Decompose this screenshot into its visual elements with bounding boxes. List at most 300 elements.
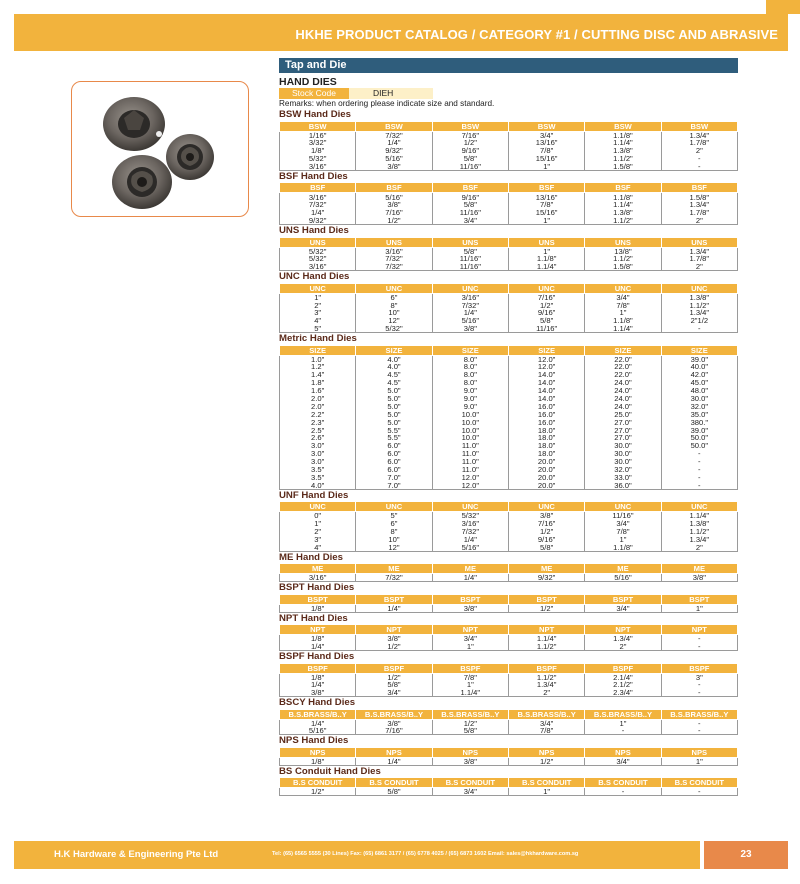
size-cell: 30.0" [585, 442, 661, 450]
size-cell: 4.0" [280, 481, 356, 489]
size-cell: 2.5" [280, 426, 356, 434]
size-cell: 30.0" [661, 395, 737, 403]
column-header: ME [661, 564, 737, 574]
column-header: UNC [585, 283, 661, 293]
column-header: BSF [432, 183, 508, 193]
column-header: B.S.BRASS/B..Y [661, 709, 737, 719]
size-cell: 2" [508, 689, 584, 697]
size-cell: 9/16" [432, 147, 508, 155]
page-number: 23 [704, 841, 788, 869]
size-cell: 24.0" [585, 387, 661, 395]
section-title: BSW Hand Dies [279, 109, 351, 120]
size-cell: 8.0" [432, 371, 508, 379]
header-bar [14, 14, 788, 51]
size-cell: 50.0" [661, 434, 737, 442]
section-title: Metric Hand Dies [279, 333, 357, 345]
size-cell: 1/8" [280, 147, 356, 155]
size-cell: 7/8" [432, 673, 508, 681]
size-cell: 1/4" [280, 719, 356, 727]
column-header: NPS [356, 747, 432, 757]
size-cell: 3/16" [280, 163, 356, 171]
size-cell: 11.0" [432, 458, 508, 466]
size-cell: 1" [585, 309, 661, 317]
size-cell: 3.5" [280, 474, 356, 482]
column-header: BSW [508, 121, 584, 131]
corner-accent [766, 0, 800, 14]
column-header: NPT [280, 625, 356, 635]
remarks-text: Remarks: when ordering please indicate size and standard. [279, 99, 495, 108]
table-row [280, 371, 738, 379]
size-cell: 3/8" [356, 719, 432, 727]
size-cell: 2" [661, 263, 737, 271]
size-cell: - [661, 719, 737, 727]
size-cell: 12.0" [432, 474, 508, 482]
column-header: ME [432, 564, 508, 574]
column-header: NPT [661, 625, 737, 635]
table-row [280, 635, 738, 643]
size-cell: 7/8" [508, 201, 584, 209]
column-header: UNS [280, 237, 356, 247]
size-cell: 5/16" [585, 574, 661, 582]
size-cell: 5.5" [356, 434, 432, 442]
size-cell: 1.1/2" [661, 301, 737, 309]
size-cell: 24.0" [585, 395, 661, 403]
size-cell: 5.5" [356, 426, 432, 434]
size-cell: 3/8" [356, 635, 432, 643]
column-header: BSPF [432, 663, 508, 673]
size-cell: - [661, 689, 737, 697]
footer-bar [14, 841, 700, 869]
size-cell: 1.2" [280, 363, 356, 371]
column-header: B.S.BRASS/B..Y [585, 709, 661, 719]
size-cell: 1.4" [280, 371, 356, 379]
column-header: ME [280, 564, 356, 574]
size-cell: 1.1/2" [585, 217, 661, 225]
size-cell: 11/16" [432, 263, 508, 271]
size-cell: 2.1/2" [585, 681, 661, 689]
table-row [280, 673, 738, 681]
size-table [279, 777, 738, 796]
size-table [279, 563, 738, 582]
size-cell: 5/8" [432, 727, 508, 735]
size-cell: 6.0" [356, 450, 432, 458]
product-photo [71, 81, 249, 217]
size-cell: 18.0" [508, 426, 584, 434]
size-cell: 1.1/8" [585, 131, 661, 139]
size-cell: 22.0" [585, 371, 661, 379]
column-header: NPT [508, 625, 584, 635]
size-cell: 5/16" [280, 727, 356, 735]
stock-code-value: DIEH [349, 88, 433, 99]
table-row [280, 301, 738, 309]
table-row [280, 574, 738, 582]
size-cell: 3/8" [356, 163, 432, 171]
size-cell: 3/4" [585, 604, 661, 612]
size-cell: 4" [280, 317, 356, 325]
size-cell: 22.0" [585, 355, 661, 363]
table-row [280, 147, 738, 155]
size-cell: 5/32" [280, 155, 356, 163]
size-cell: 11.0" [432, 442, 508, 450]
size-cell: - [661, 681, 737, 689]
size-cell: 3/4" [432, 635, 508, 643]
table-row [280, 163, 738, 171]
size-cell: 3/16" [280, 263, 356, 271]
column-header: NPT [356, 625, 432, 635]
size-cell: 3/16" [280, 574, 356, 582]
column-header: UNS [661, 237, 737, 247]
table-row [280, 474, 738, 482]
size-cell: 5" [280, 325, 356, 333]
stock-code-label: Stock Code [279, 88, 349, 99]
size-cell: 1.3/4" [661, 131, 737, 139]
size-cell: 18.0" [508, 434, 584, 442]
column-header: BSF [508, 183, 584, 193]
size-cell: 1.1/4" [508, 635, 584, 643]
column-header: UNC [280, 283, 356, 293]
column-header: BSW [356, 121, 432, 131]
size-cell: 3" [280, 535, 356, 543]
size-cell: 1.6" [280, 387, 356, 395]
size-cell: 1.0" [280, 355, 356, 363]
table-row [280, 535, 738, 543]
column-header: NPT [432, 625, 508, 635]
size-cell: 14.0" [508, 379, 584, 387]
table-row [280, 363, 738, 371]
table-row [280, 458, 738, 466]
size-table [279, 501, 738, 551]
size-cell: 5/16" [356, 155, 432, 163]
size-cell: 1" [585, 535, 661, 543]
size-cell: 5" [356, 512, 432, 520]
hand-dies-heading: HAND DIES [279, 76, 337, 88]
size-cell: 5/8" [432, 201, 508, 209]
table-row [280, 155, 738, 163]
section-title: NPT Hand Dies [279, 612, 348, 624]
table-row [280, 481, 738, 489]
size-cell: 5.0" [356, 410, 432, 418]
size-cell: 20.0" [508, 458, 584, 466]
table-row [280, 255, 738, 263]
size-cell: 11/16" [432, 209, 508, 217]
table-row [280, 689, 738, 697]
table-row [280, 520, 738, 528]
size-cell: 8" [356, 528, 432, 536]
table-row [280, 757, 738, 765]
size-cell: 11/16" [585, 512, 661, 520]
size-cell: - [661, 635, 737, 643]
column-header: SIZE [356, 345, 432, 355]
size-cell: 45.0" [661, 379, 737, 387]
size-cell: 1.1/8" [585, 193, 661, 201]
size-cell: 8" [356, 301, 432, 309]
size-cell: 5/8" [356, 681, 432, 689]
size-cell: 1/4" [356, 604, 432, 612]
size-cell: 2.0" [280, 402, 356, 410]
size-cell: 1/4" [432, 309, 508, 317]
size-cell: 4.5" [356, 371, 432, 379]
table-row [280, 293, 738, 301]
table-row [280, 466, 738, 474]
size-cell: 20.0" [508, 481, 584, 489]
table-row [280, 139, 738, 147]
size-cell: 3.0" [280, 442, 356, 450]
section-title: BSPF Hand Dies [279, 651, 355, 663]
size-cell: 18.0" [508, 442, 584, 450]
size-cell: 1.3/4" [661, 201, 737, 209]
size-cell: 1/4" [356, 139, 432, 147]
size-cell: 14.0" [508, 387, 584, 395]
size-cell: 32.0" [585, 466, 661, 474]
size-cell: 7/16" [356, 727, 432, 735]
size-cell: 1.1/4" [585, 201, 661, 209]
column-header: UNC [585, 502, 661, 512]
table-row [280, 209, 738, 217]
column-header: BSPF [280, 663, 356, 673]
column-header: SIZE [585, 345, 661, 355]
size-cell: 2" [661, 147, 737, 155]
size-cell: 1.3/8" [585, 147, 661, 155]
column-header: SIZE [432, 345, 508, 355]
catalog-content [279, 58, 738, 796]
size-cell: 13/16" [508, 139, 584, 147]
column-header: BSW [661, 121, 737, 131]
size-cell: 50.0" [661, 442, 737, 450]
size-table [279, 121, 738, 171]
size-cell: 40.0" [661, 363, 737, 371]
size-cell: 2" [280, 528, 356, 536]
size-cell: 7/8" [585, 301, 661, 309]
size-cell: - [661, 155, 737, 163]
size-cell: 15/16" [508, 209, 584, 217]
size-cell: 9/16" [508, 535, 584, 543]
table-row [280, 719, 738, 727]
table-row [280, 201, 738, 209]
size-cell: 4.0" [356, 355, 432, 363]
size-cell: 20.0" [508, 466, 584, 474]
size-cell: 10.0" [432, 426, 508, 434]
size-cell: 6.0" [356, 466, 432, 474]
size-cell: 14.0" [508, 395, 584, 403]
size-cell: 1.3/4" [661, 309, 737, 317]
size-cell: 16.0" [508, 410, 584, 418]
section-title: UNC Hand Dies [279, 271, 350, 283]
size-cell: 3" [280, 309, 356, 317]
size-cell: 10" [356, 535, 432, 543]
size-table [279, 237, 738, 272]
size-cell: 7/16" [356, 209, 432, 217]
size-cell: 8.0" [432, 363, 508, 371]
size-cell: 1/8" [280, 635, 356, 643]
column-header: BSPT [661, 594, 737, 604]
size-cell: 1" [508, 247, 584, 255]
size-cell: 1.8" [280, 379, 356, 387]
section-title: UNF Hand Dies [279, 489, 349, 501]
size-cell: 5.0" [356, 418, 432, 426]
table-row [280, 528, 738, 536]
column-header: ME [356, 564, 432, 574]
column-header: NPS [508, 747, 584, 757]
size-cell: 1.1/2" [585, 155, 661, 163]
size-cell: 13/8" [585, 247, 661, 255]
table-row [280, 247, 738, 255]
column-header: UNC [661, 502, 737, 512]
size-cell: 36.0" [585, 481, 661, 489]
size-cell: 2"1/2 [661, 317, 737, 325]
size-cell: 3/16" [432, 293, 508, 301]
size-cell: 30.0" [585, 450, 661, 458]
table-row [280, 395, 738, 403]
size-cell: 1/2" [356, 673, 432, 681]
size-cell: 3/4" [585, 520, 661, 528]
size-cell: 1" [585, 719, 661, 727]
size-cell: 1" [432, 643, 508, 651]
size-cell: 1.3/8" [585, 209, 661, 217]
size-cell: 24.0" [585, 402, 661, 410]
size-cell: 1/4" [280, 643, 356, 651]
size-cell: 9/32" [280, 217, 356, 225]
column-header: BSPT [585, 594, 661, 604]
size-cell: 9.0" [432, 387, 508, 395]
column-header: NPS [585, 747, 661, 757]
size-cell: 4.0" [356, 363, 432, 371]
size-cell: 3/8" [432, 757, 508, 765]
column-header: UNS [508, 237, 584, 247]
size-cell: 1" [508, 163, 584, 171]
size-cell: 5/32" [432, 512, 508, 520]
column-header: UNC [280, 502, 356, 512]
table-row [280, 643, 738, 651]
column-header: BSPF [585, 663, 661, 673]
size-cell: 42.0" [661, 371, 737, 379]
table-row [280, 355, 738, 363]
size-cell: 6" [356, 520, 432, 528]
size-cell: 2" [280, 301, 356, 309]
size-cell: 3.5" [280, 466, 356, 474]
size-cell: 1/2" [356, 217, 432, 225]
size-cell: 1/16" [280, 131, 356, 139]
hand-dies-image [72, 82, 247, 215]
size-cell: 9.0" [432, 395, 508, 403]
section-title: NPS Hand Dies [279, 735, 349, 747]
size-cell: 10.0" [432, 418, 508, 426]
size-cell: 1" [432, 681, 508, 689]
table-row [280, 543, 738, 551]
size-cell: 5/16" [356, 193, 432, 201]
size-cell: 11.0" [432, 450, 508, 458]
size-cell: 7/8" [585, 528, 661, 536]
column-header: BSW [585, 121, 661, 131]
size-cell: - [661, 643, 737, 651]
size-cell: 7.0" [356, 474, 432, 482]
size-cell: 2.2" [280, 410, 356, 418]
size-cell: 1.1/4" [432, 689, 508, 697]
column-header: UNC [356, 502, 432, 512]
size-cell: 11/16" [432, 163, 508, 171]
table-row [280, 512, 738, 520]
size-cell: 2" [661, 543, 737, 551]
size-cell: 4.5" [356, 379, 432, 387]
column-header: B.S.BRASS/B..Y [432, 709, 508, 719]
size-cell: 5.0" [356, 387, 432, 395]
size-cell: 3/8" [356, 201, 432, 209]
column-header: NPS [280, 747, 356, 757]
size-cell: - [661, 481, 737, 489]
size-cell: 7/32" [432, 301, 508, 309]
size-cell: 5/8" [432, 247, 508, 255]
table-row [280, 317, 738, 325]
size-cell: 11.0" [432, 466, 508, 474]
size-cell: 3/8" [508, 512, 584, 520]
size-cell: - [661, 163, 737, 171]
column-header: BSF [585, 183, 661, 193]
size-cell: 1/2" [508, 528, 584, 536]
size-table [279, 624, 738, 651]
size-cell: 9.0" [432, 402, 508, 410]
size-cell: 4" [280, 543, 356, 551]
stock-code-row [279, 88, 738, 99]
size-cell: 3/4" [585, 757, 661, 765]
size-cell: - [661, 325, 737, 333]
table-row [280, 410, 738, 418]
column-header: BSW [432, 121, 508, 131]
column-header: UNC [432, 283, 508, 293]
size-cell: 11/16" [508, 325, 584, 333]
size-cell: 1" [508, 788, 584, 796]
column-header: BSF [280, 183, 356, 193]
column-header: UNC [661, 283, 737, 293]
size-cell: 2.0" [280, 395, 356, 403]
size-cell: 7/32" [356, 574, 432, 582]
size-cell: 1/4" [432, 574, 508, 582]
size-cell: 3/16" [432, 520, 508, 528]
size-cell: 11/16" [432, 255, 508, 263]
table-row [280, 450, 738, 458]
size-table [279, 709, 738, 736]
size-cell: 16.0" [508, 418, 584, 426]
size-cell: 24.0" [585, 379, 661, 387]
size-cell: 1" [280, 293, 356, 301]
size-cell: 1.1/2" [661, 528, 737, 536]
size-cell: 1.7/8" [661, 139, 737, 147]
size-cell: 1.1/2" [585, 255, 661, 263]
column-header: B.S.BRASS/B..Y [508, 709, 584, 719]
size-cell: 8.0" [432, 355, 508, 363]
column-header: BSPT [280, 594, 356, 604]
size-table [279, 747, 738, 766]
size-cell: 1.7/8" [661, 255, 737, 263]
size-cell: 1" [280, 520, 356, 528]
size-cell: 35.0" [661, 410, 737, 418]
size-cell: 3/4" [356, 689, 432, 697]
size-cell: 1/4" [280, 209, 356, 217]
column-header: B.S CONDUIT [661, 778, 737, 788]
size-cell: 3/8" [661, 574, 737, 582]
size-cell: 5/32" [280, 247, 356, 255]
size-cell: 7/16" [432, 131, 508, 139]
table-row [280, 402, 738, 410]
size-cell: 13/16" [508, 193, 584, 201]
section-title: BS Conduit Hand Dies [279, 765, 381, 777]
size-cell: 27.0" [585, 418, 661, 426]
size-cell: 380." [661, 418, 737, 426]
size-cell: 2.1/4" [585, 673, 661, 681]
size-cell: 1/2" [280, 788, 356, 796]
column-header: BSF [356, 183, 432, 193]
size-cell: 3/32" [280, 139, 356, 147]
size-cell: 1/4" [432, 535, 508, 543]
size-cell: 3/8" [432, 604, 508, 612]
